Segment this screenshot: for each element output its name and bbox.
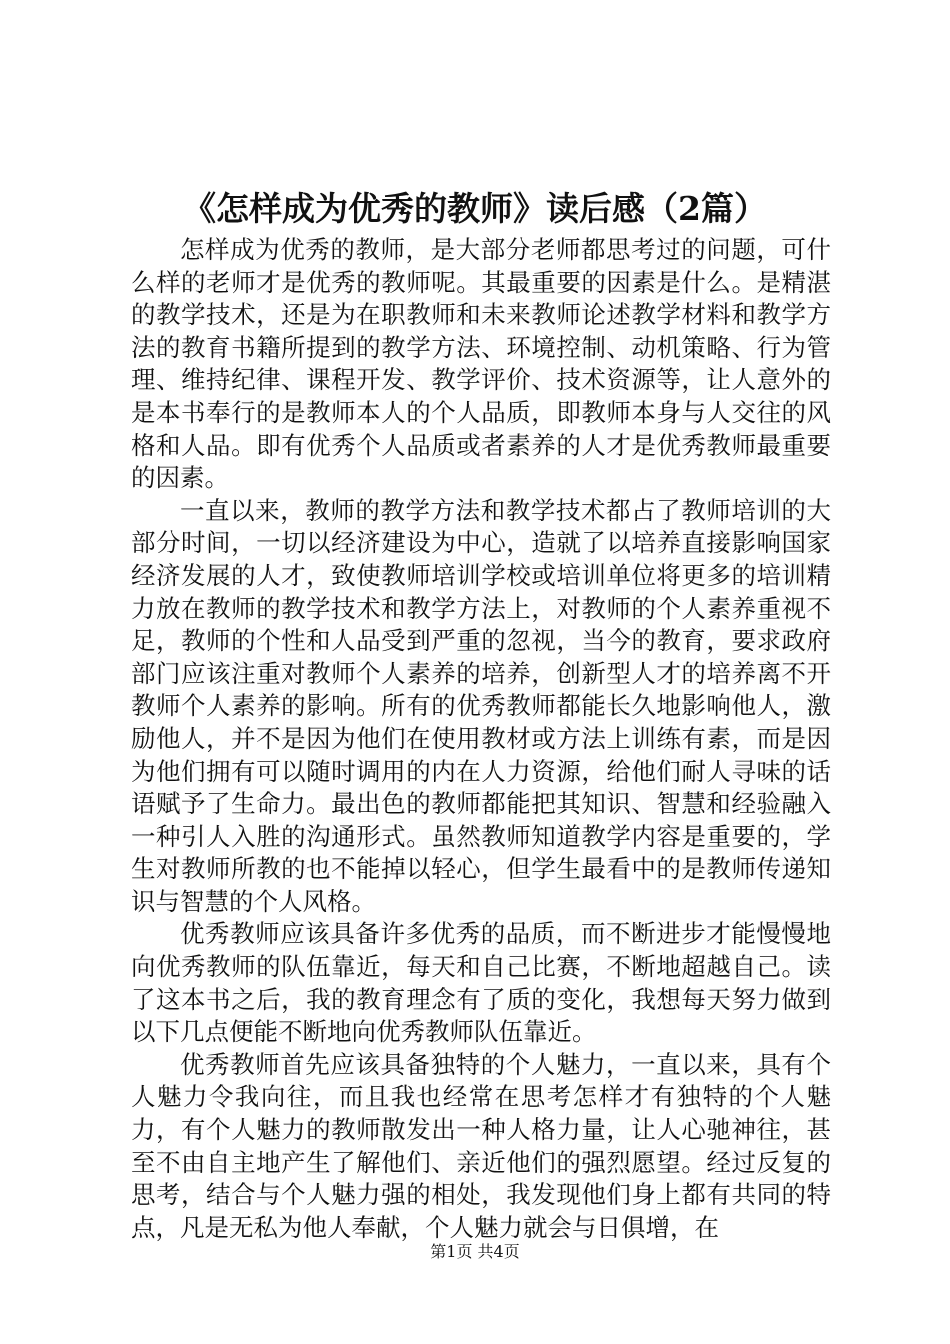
paragraph-3: 优秀教师应该具备许多优秀的品质，而不断进步才能慢慢地向优秀教师的队伍靠近，每天和自己比赛，不断地超越自己。读了这本书之后，我的教育理念有了质的变化，我想每天努力做到以下几点便能不断地向优秀教师队伍靠近。 xyxy=(131,919,831,1047)
paragraph-4: 优秀教师首先应该具备独特的个人魅力，一直以来，具有个人魅力令我向往，而且我也经常在思考怎样才有独特的个人魅力，有个人魅力的教师散发出一种人格力量，让人心驰神往，甚至不由自主地产生了解他们、亲近他们的强烈愿望。经过反复的思考，结合与个人魅力强的相处，我发现他们身上都有共同的特点，凡是无私为他人奉献，个人魅力就会与日俱增，在 xyxy=(131,1049,831,1242)
document-body xyxy=(131,234,831,1244)
paragraph-2: 一直以来，教师的教学方法和教学技术都占了教师培训的大部分时间，一切以经济建设为中心，造就了以培养直接影响国家经济发展的人才，致使教师培训学校或培训单位将更多的培训精力放在教师的教学技术和教学方法上，对教师的个人素养重视不足，教师的个性和人品受到严重的忽视，当今的教育，要求政府部门应该注重对教师个人素养的培养，创新型人才的培养离不开教师个人素养的影响。所有的优秀教师都能长久地影响他人，激励他人，并不是因为他们在使用教材或方法上训练有素，而是因为他们拥有可以随时调用的内在人力资源，给他们耐人寻味的话语赋予了生命力。最出色的教师都能把其知识、智慧和经验融入一种引人入胜的沟通形式。虽然教师知道教学内容是重要的，学生对教师所教的也不能掉以轻心，但学生最看中的是教师传递知识与智慧的个人风格。 xyxy=(131,495,831,916)
document-title: 《怎样成为优秀的教师》读后感（2篇） xyxy=(183,189,767,228)
page-number-footer: 第1页 共4页 xyxy=(430,1242,520,1261)
paragraph-1: 怎样成为优秀的教师，是大部分老师都思考过的问题，可什么样的老师才是优秀的教师呢。其最重要的因素是什么。是精湛的教学技术，还是为在职教师和未来教师论述教学材料和教学方法的教育书籍所提到的教学方法、环境控制、动机策略、行为管理、维持纪律、课程开发、教学评价、技术资源等，让人意外的是本书奉行的是教师本人的个人品质，即教师本身与人交往的风格和人品。即有优秀个人品质或者素养的人才是优秀教师最重要的因素。 xyxy=(131,235,831,493)
